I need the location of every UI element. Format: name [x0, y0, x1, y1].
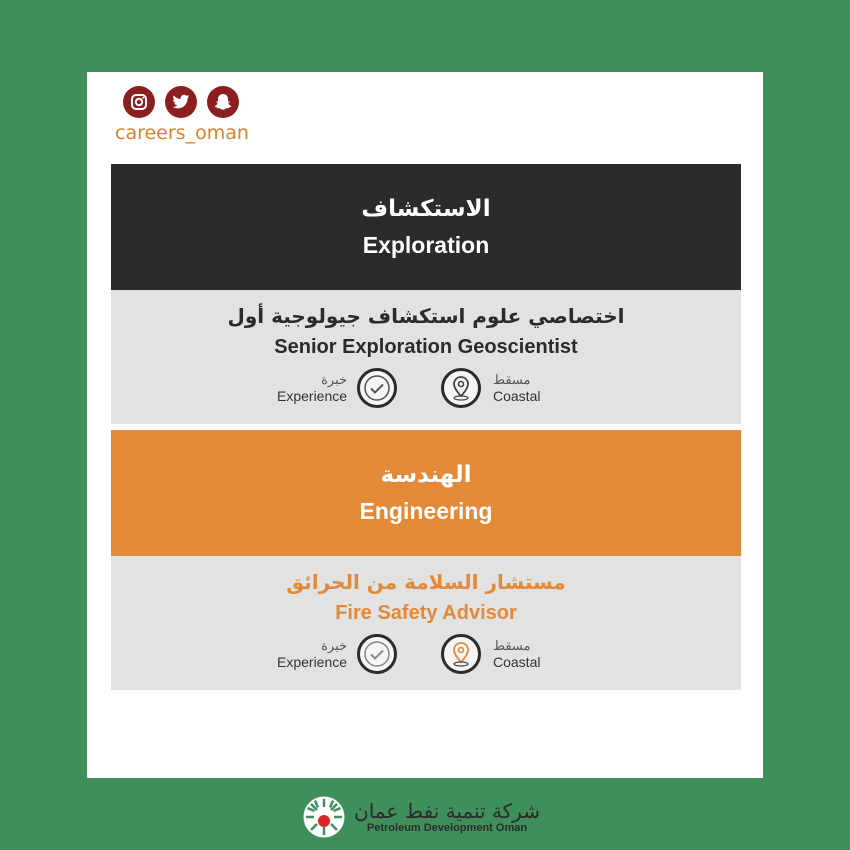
location-label-en: Coastal — [493, 388, 541, 404]
company-footer — [302, 792, 562, 842]
category-title-en: Exploration — [362, 231, 490, 258]
experience-label-ar: خبرة — [321, 372, 348, 387]
category-band-exploration — [111, 164, 741, 290]
post-card — [87, 72, 763, 778]
experience-info — [277, 368, 397, 408]
location-info — [441, 634, 540, 674]
job-meta — [111, 634, 741, 678]
checkmark-icon — [357, 634, 397, 674]
company-name-ar: شركة تنمية نفط عمان — [354, 799, 540, 823]
experience-label-en: Experience — [277, 388, 348, 404]
social-handle[interactable]: careers_oman — [115, 122, 249, 144]
location-info — [441, 368, 540, 408]
location-label-ar: مسقط — [493, 372, 531, 387]
pdo-logo-icon — [302, 795, 346, 839]
twitter-icon[interactable] — [165, 86, 197, 118]
experience-info — [277, 634, 397, 674]
category-title-en: Engineering — [359, 497, 493, 524]
location-pin-icon — [441, 368, 481, 408]
category-title-ar: الهندسة — [380, 461, 472, 488]
job-card-engineering[interactable] — [111, 556, 741, 690]
location-label-ar: مسقط — [493, 638, 531, 653]
company-name-en: Petroleum Development Oman — [366, 822, 528, 834]
category-title-ar: الاستكشاف — [361, 195, 491, 222]
job-title-ar: اختصاصي علوم استكشاف جيولوجية أول — [227, 304, 625, 328]
experience-label-ar: خبرة — [321, 638, 348, 653]
job-title-ar: مستشار السلامة من الحرائق — [286, 570, 566, 594]
location-label-en: Coastal — [493, 654, 541, 670]
job-meta — [111, 368, 741, 412]
snapchat-icon[interactable] — [207, 86, 239, 118]
checkmark-icon — [357, 368, 397, 408]
social-icons — [123, 86, 239, 118]
job-title-en: Fire Safety Advisor — [335, 602, 517, 624]
job-title-en: Senior Exploration Geoscientist — [274, 336, 578, 358]
category-band-engineering — [111, 430, 741, 556]
instagram-icon[interactable] — [123, 86, 155, 118]
experience-label-en: Experience — [277, 654, 348, 670]
job-card-exploration[interactable] — [111, 290, 741, 424]
location-pin-icon — [441, 634, 481, 674]
